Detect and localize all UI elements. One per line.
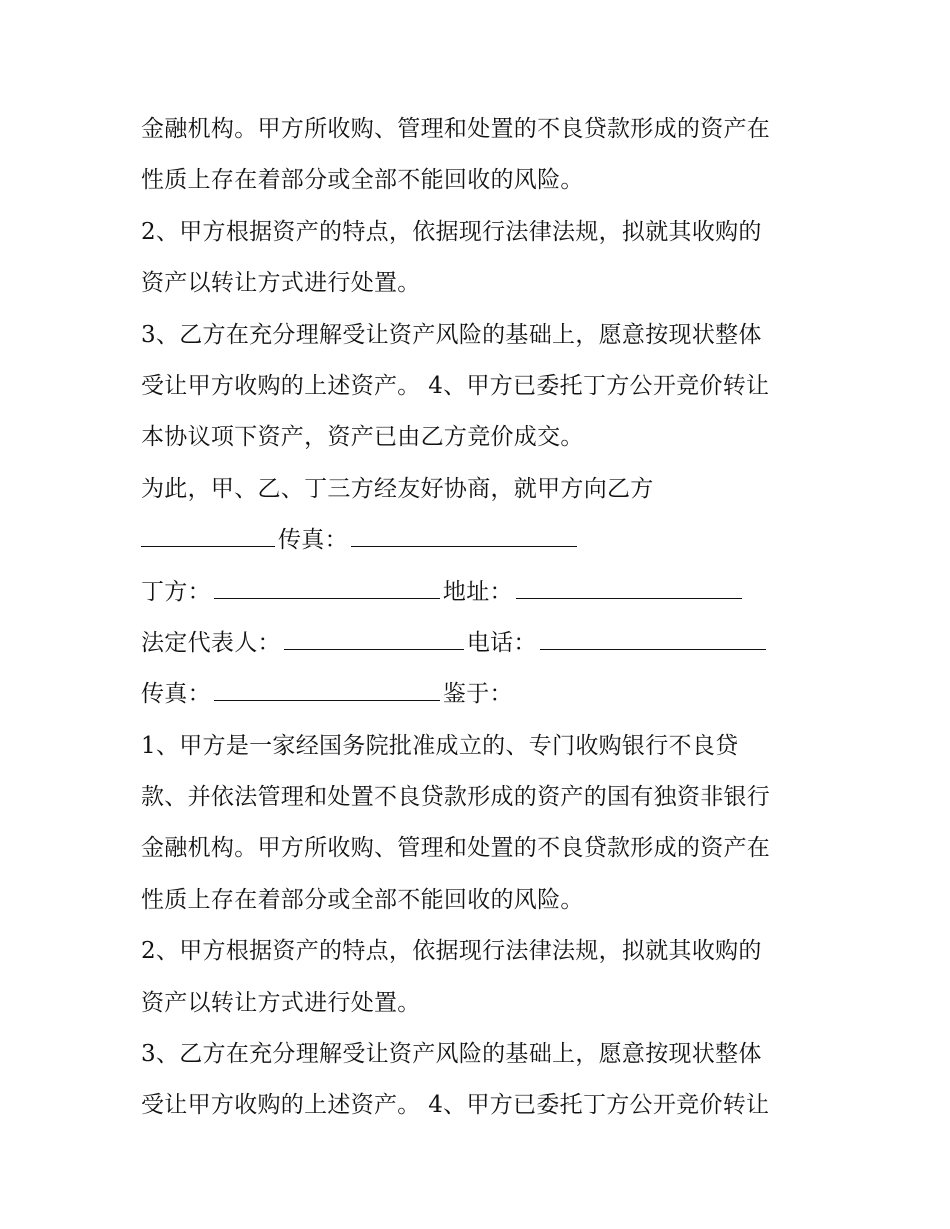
text-line: 本协议项下资产，资产已由乙方竞价成交。: [141, 424, 584, 451]
legal-rep-label: 法定代表人：: [141, 629, 281, 656]
fax-label: 传真：: [278, 527, 348, 554]
text-line: 1、甲方是一家经国务院批准成立的、专门收购银行不良贷: [141, 732, 739, 759]
blank-underline: [141, 530, 275, 547]
address-label: 地址：: [442, 578, 513, 605]
text-line: 金融机构。甲方所收购、管理和处置的不良贷款形成的资产在: [141, 835, 771, 862]
ding-party-row: [141, 567, 831, 618]
text-line: 受让甲方收购的上述资产。 4、甲方已委托丁方公开竞价转让: [141, 1092, 770, 1119]
text-line: 2、甲方根据资产的特点，依据现行法律法规，拟就其收购的: [141, 938, 762, 965]
text-line: 3、乙方在充分理解受让资产风险的基础上，愿意按现状整体: [141, 321, 762, 348]
legal-rep-row: [141, 618, 831, 669]
text-line: 2、甲方根据资产的特点，依据现行法律法规，拟就其收购的: [141, 218, 762, 245]
phone-label: 电话：: [466, 629, 537, 656]
text-line: 资产以转让方式进行处置。: [141, 989, 421, 1016]
fax-blank: [351, 530, 577, 547]
fax-whereas-row: [141, 669, 831, 720]
legal-rep-blank: [284, 633, 464, 650]
phone-blank: [540, 633, 766, 650]
document-body: [141, 104, 831, 1132]
text-line: 为此，甲、乙、丁三方经友好协商，就甲方向乙方: [141, 475, 654, 502]
text-line: 受让甲方收购的上述资产。 4、甲方已委托丁方公开竞价转让: [141, 372, 770, 399]
fax-blank: [214, 684, 440, 701]
ding-party-blank: [214, 582, 440, 599]
text-line: 性质上存在着部分或全部不能回收的风险。: [141, 886, 584, 913]
address-blank: [516, 582, 742, 599]
text-line: 性质上存在着部分或全部不能回收的风险。: [141, 167, 584, 194]
text-line: 资产以转让方式进行处置。: [141, 270, 421, 297]
fax-field-row: [141, 515, 831, 566]
whereas-label: 鉴于：: [442, 681, 513, 708]
text-line: 金融机构。甲方所收购、管理和处置的不良贷款形成的资产在: [141, 116, 771, 142]
text-line: 款、并依法管理和处置不良贷款形成的资产的国有独资非银行: [141, 784, 771, 811]
fax-label: 传真：: [141, 681, 211, 708]
ding-party-label: 丁方：: [141, 578, 211, 605]
text-line: 3、乙方在充分理解受让资产风险的基础上，愿意按现状整体: [141, 1041, 762, 1068]
